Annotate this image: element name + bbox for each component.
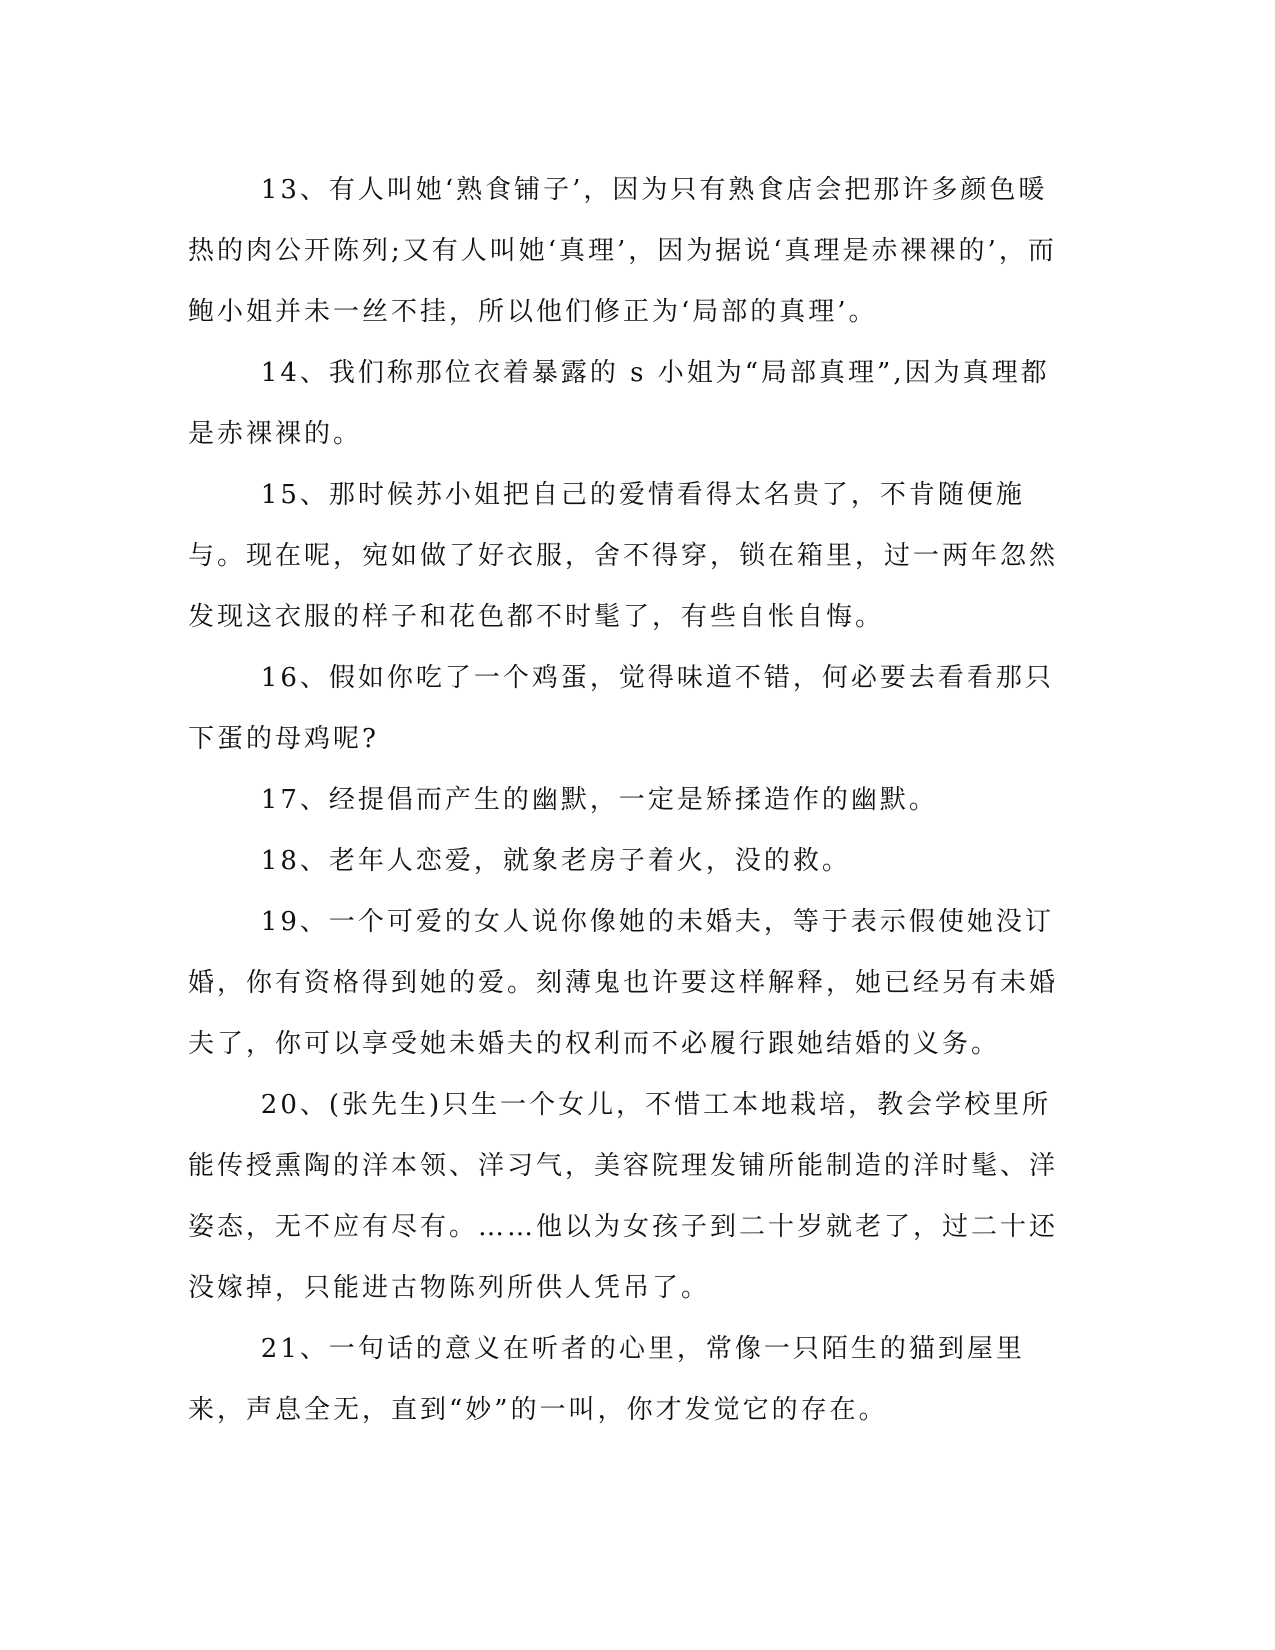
paragraph-14: 14、我们称那位衣着暴露的 s 小姐为“局部真理”,因为真理都是赤裸裸的。 — [188, 358, 1050, 449]
paragraph-15: 15、那时候苏小姐把自己的爱情看得太名贵了，不肯随便施与。现在呢，宛如做了好衣服，舍不得穿，锁在箱里，过一两年忽然发现这衣服的样子和花色都不时髦了，有些自怅自悔。 — [188, 480, 1059, 632]
paragraph-20: 20、(张先生)只生一个女儿，不惜工本地栽培，教会学校里所能传授熏陶的洋本领、洋习气，美容院理发铺所能制造的洋时髦、洋姿态，无不应有尽有。……他以为女孩子到二十岁就老了，过二十还没嫁掉，只能进古物陈列所供人凭吊了。 — [188, 1090, 1059, 1303]
paragraph-16: 16、假如你吃了一个鸡蛋，觉得味道不错，何必要去看看那只下蛋的母鸡呢? — [188, 663, 1054, 754]
paragraph-21: 21、一句话的意义在听者的心里，常像一只陌生的猫到屋里来，声息全无，直到“妙”的一叫，你才发觉它的存在。 — [188, 1334, 1025, 1425]
document-body — [188, 160, 1068, 1441]
paragraph-13: 13、有人叫她‘熟食铺子’，因为只有熟食店会把那许多颜色暖热的肉公开陈列;又有人叫她‘真理’，因为据说‘真理是赤裸裸的’，而鲍小姐并未一丝不挂，所以他们修正为‘局部的真理’。 — [188, 175, 1057, 327]
paragraph-18: 18、老年人恋爱，就象老房子着火，没的救。 — [260, 846, 851, 876]
paragraph-19: 19、一个可爱的女人说你像她的未婚夫，等于表示假使她没订婚，你有资格得到她的爱。刻薄鬼也许要这样解释，她已经另有未婚夫了，你可以享受她未婚夫的权利而不必履行跟她结婚的义务。 — [188, 907, 1059, 1059]
paragraph-17: 17、经提倡而产生的幽默，一定是矫揉造作的幽默。 — [260, 785, 938, 815]
